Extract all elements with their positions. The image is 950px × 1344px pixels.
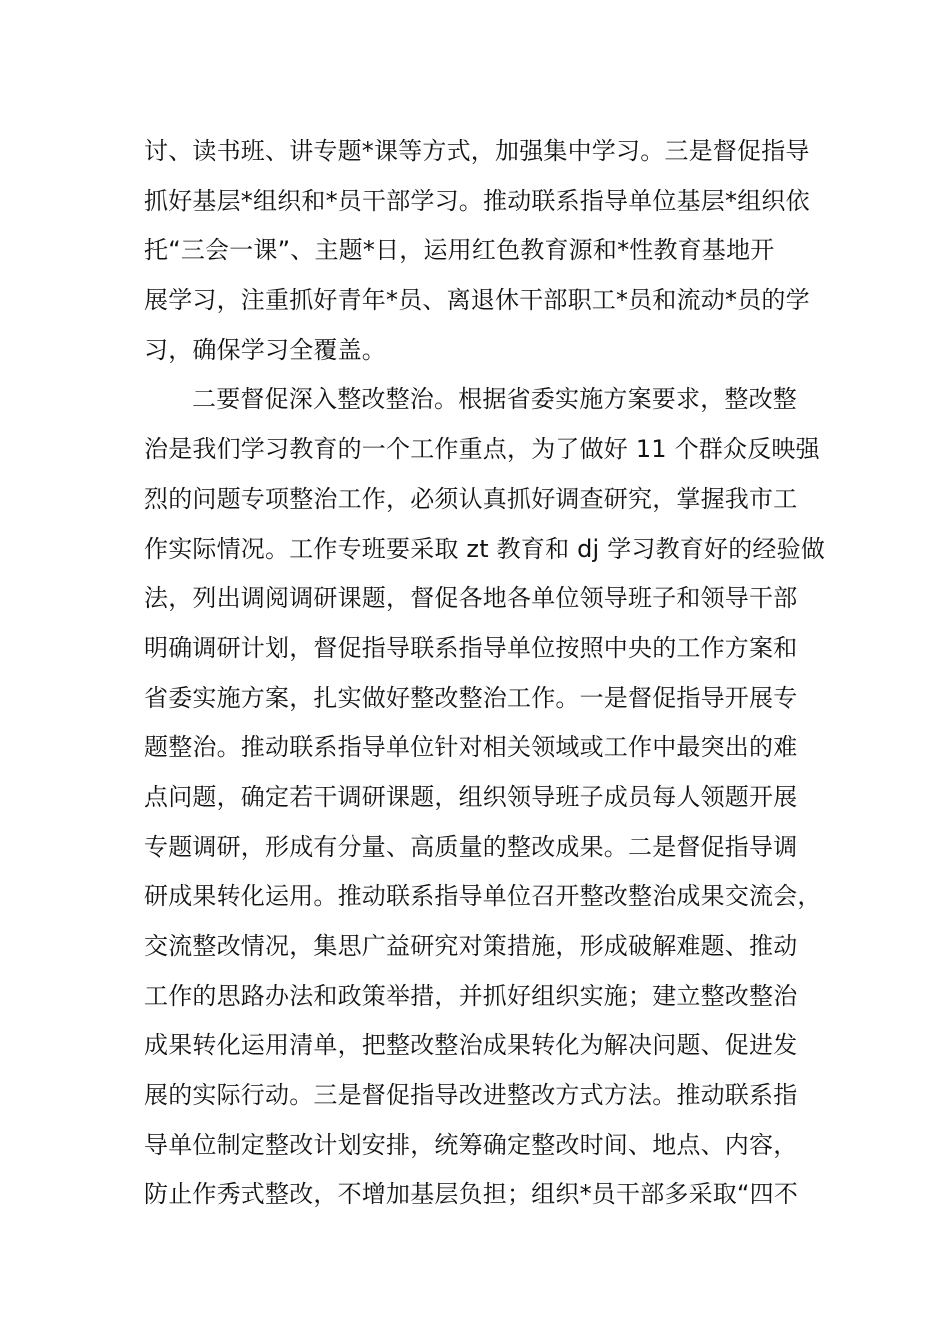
text-line: 托“三会一课”、主题*日，运用红色教育源和*性教育基地开 (144, 236, 775, 265)
text-line: 研成果转化运用。推动联系指导单位召开整改整治成果交流会， (144, 882, 822, 911)
text-line: 法，列出调阅调研课题，督促各地各单位领导班子和领导干部 (144, 584, 798, 613)
text-line: 导单位制定整改计划安排，统筹确定整改时间、地点、内容， (144, 1130, 798, 1159)
text-line: 工作的思路办法和政策举措，并抓好组织实施；建立整改整治 (144, 981, 798, 1010)
text-line: 题整治。推动联系指导单位针对相关领域或工作中最突出的难 (144, 733, 798, 762)
text-line: 防止作秀式整改，不增加基层负担；组织*员干部多采取“四不 (144, 1180, 799, 1209)
document-body (144, 127, 824, 1220)
text-line: 专题调研，形成有分量、高质量的整改成果。二是督促指导调 (144, 832, 798, 861)
text-line: 展的实际行动。三是督促指导改进整改方式方法。推动联系指 (144, 1081, 798, 1110)
text-line: 交流整改情况，集思广益研究对策措施，形成破解难题、推动 (144, 932, 798, 960)
text-line: 展学习，注重抓好青年*员、离退休干部职工*员和流动*员的学 (144, 286, 810, 315)
text-line: 点问题，确定若干调研课题，组织领导班子成员每人领题开展 (144, 782, 798, 811)
text-line: 明确调研计划，督促指导联系指导单位按照中央的工作方案和 (144, 633, 798, 662)
paragraph-start-line: 二要督促深入整改整治。根据省委实施方案要求，整改整 (192, 385, 797, 414)
text-line: 治是我们学习教育的一个工作重点，为了做好 11 个群众反映强 (144, 435, 820, 464)
text-line: 省委实施方案，扎实做好整改整治工作。一是督促指导开展专 (144, 683, 798, 712)
text-line: 烈的问题专项整治工作，必须认真抓好调查研究，掌握我市工 (144, 484, 798, 513)
text-line: 讨、读书班、讲专题*课等方式，加强集中学习。三是督促指导 (144, 137, 810, 165)
text-line: 抓好基层*组织和*员干部学习。推动联系指导单位基层*组织依 (144, 186, 810, 215)
text-line: 习，确保学习全覆盖。 (144, 335, 386, 364)
text-line: 成果转化运用清单，把整改整治成果转化为解决问题、促进发 (144, 1031, 798, 1060)
text-line: 作实际情况。工作专班要采取 zt 教育和 dj 学习教育好的经验做 (144, 534, 826, 563)
